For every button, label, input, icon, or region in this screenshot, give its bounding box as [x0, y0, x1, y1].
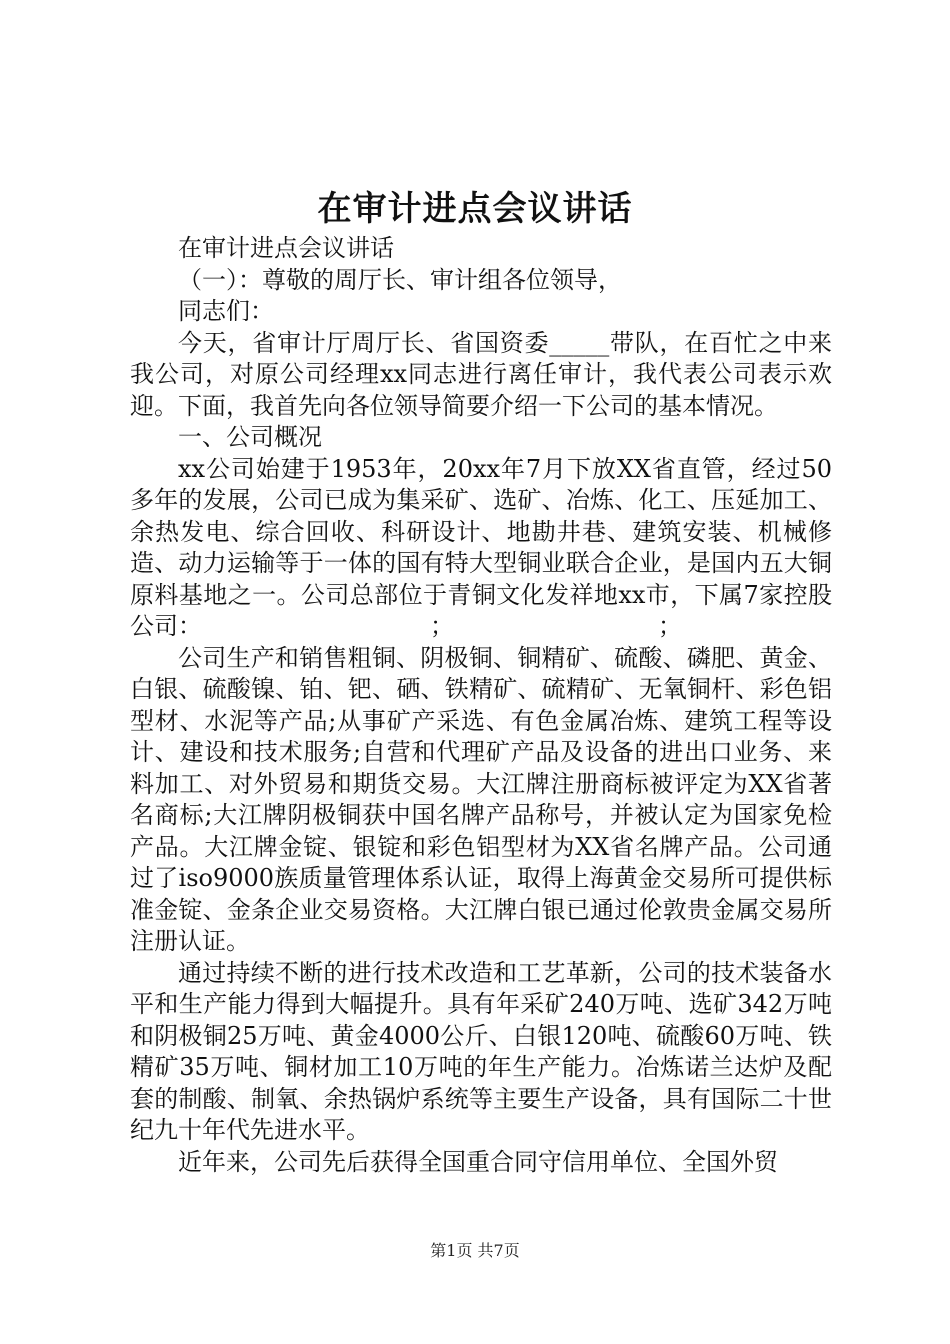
page-number-footer: 第1页 共7页 — [430, 1241, 520, 1260]
document-title: 在审计进点会议讲话 — [317, 189, 633, 229]
paragraph-subtitle: 在审计进点会议讲话 — [178, 234, 394, 262]
section-heading-company-overview: 一、公司概况 — [178, 423, 322, 451]
paragraph-products: 公司生产和销售粗铜、阴极铜、铜精矿、硫酸、磷肥、黄金、白银、硫酸镍、铂、钯、硒、铁精矿、硫精矿、无氧铜杆、彩色铝型材、水泥等产品;从事矿产采选、有色金属冶炼、建筑工程等设计、建设和技术服务;自营和代理矿产品及设备的进出口业务、来料加工、对外贸易和期货交易。大江牌注册商标被评定为XX省著名商标;大江牌阴极铜获中国名牌产品称号，并被认定为国家免检产品。大江牌金锭、银锭和彩色铝型材为XX省名牌产品。公司通过了iso9000族质量管理体系认证，取得上海黄金交易所可提供标准金锭、金条企业交易资格。大江牌白银已通过伦敦贵金属交易所注册认证。 — [130, 643, 832, 955]
paragraph-technology: 通过持续不断的进行技术改造和工艺革新，公司的技术装备水平和生产能力得到大幅提升。具有年采矿240万吨、选矿342万吨和阴极铜25万吨、黄金4000公斤、白银120吨、硫酸60万吨、铁精矿35万吨、铜材加工10万吨的年生产能力。冶炼诺兰达炉及配套的制酸、制氧、余热锅炉系统等主要生产设备，具有国际二十世纪九十年代先进水平。 — [130, 958, 832, 1144]
paragraph-greeting: 同志们： — [178, 297, 274, 325]
paragraph-honors: 近年来，公司先后获得全国重合同守信用单位、全国外贸 — [178, 1147, 778, 1176]
document-body — [130, 233, 832, 1178]
paragraph-company-history: xx公司始建于1953年，20xx年7月下放XX省直管，经过50多年的发展，公司已成为集采矿、选矿、冶炼、化工、压延加工、余热发电、综合回收、科研设计、地勘井巷、建筑安装、机械修造、动力运输等于一体的国有特大型铜业联合企业，是国内五大铜原料基地之一。公司总部位于青铜文化发祥地xx市，下属7家控股公司： ； ； — [130, 454, 832, 640]
paragraph-salutation: （一）：尊敬的周厅长、审计组各位领导， — [178, 265, 622, 294]
paragraph-welcome: 今天，省审计厅周厅长、省国资委_____带队，在百忙之中来我公司，对原公司经理xx同志进行离任审计，我代表公司表示欢迎。下面，我首先向各位领导简要介绍一下公司的基本情况。 — [130, 328, 832, 420]
